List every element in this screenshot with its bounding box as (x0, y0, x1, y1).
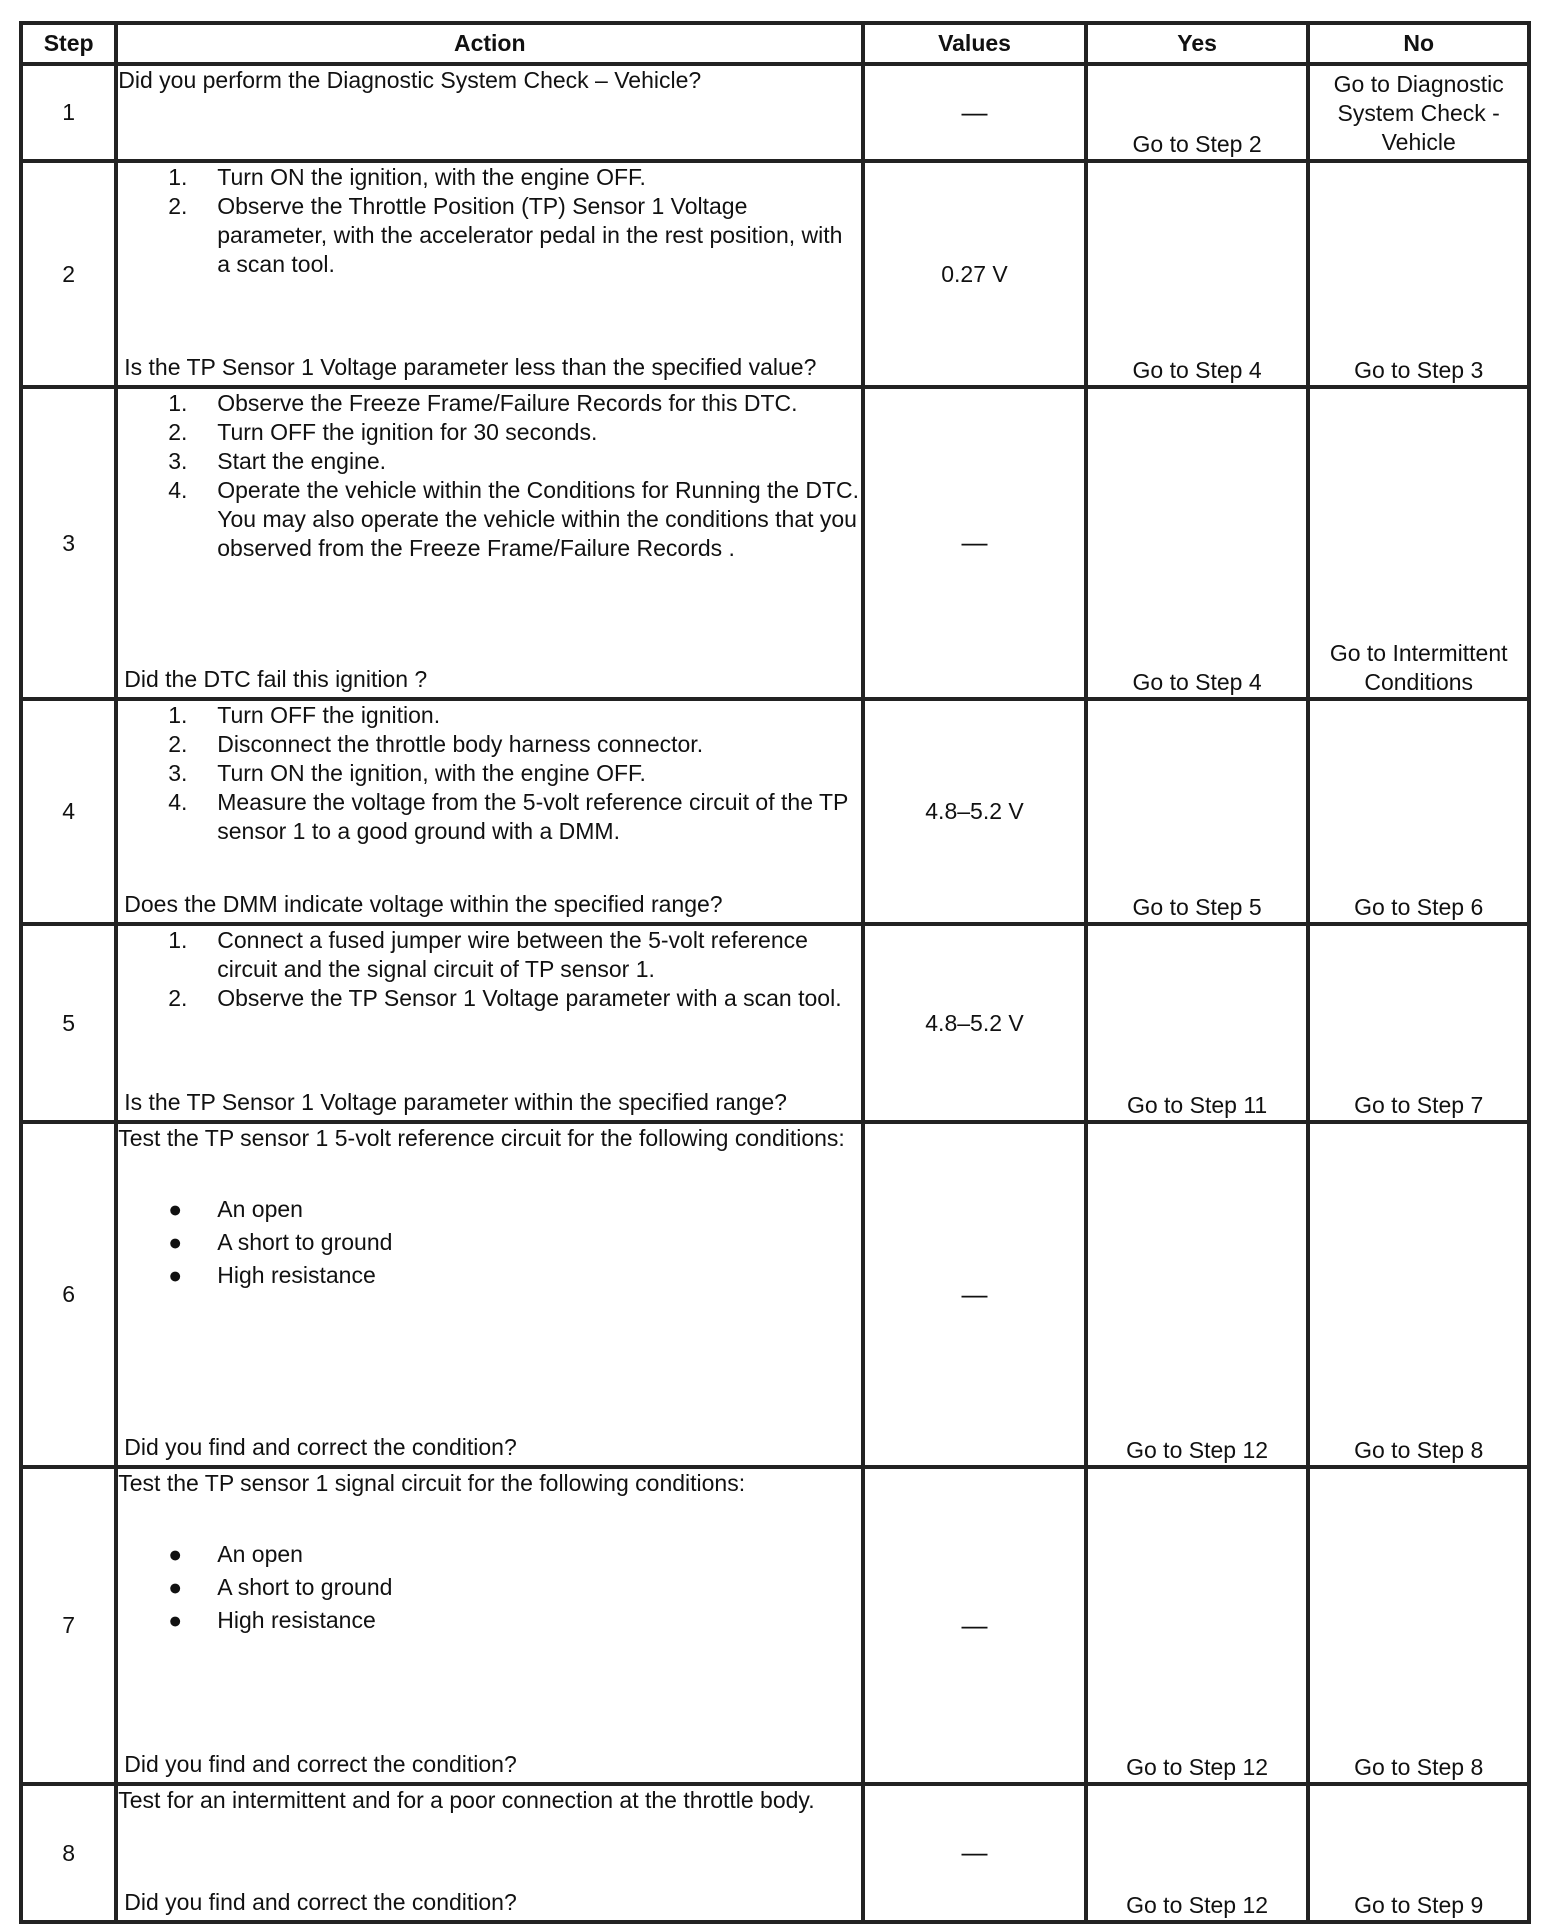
yes-cell: Go to Step 12 (1086, 1784, 1309, 1922)
question-text: Does the DMM indicate voltage within the specified range? (124, 891, 723, 917)
table-row (21, 699, 1529, 924)
table-row (21, 161, 1529, 387)
yes-cell: Go to Step 12 (1086, 1467, 1309, 1784)
header-action: Action (116, 23, 863, 64)
yes-cell: Go to Step 12 (1086, 1122, 1309, 1467)
step-number: 2 (21, 161, 116, 387)
question-text: Did you find and correct the condition? (124, 1889, 517, 1915)
table-row (21, 1784, 1529, 1922)
list-item: ● An open (168, 1541, 303, 1567)
question-text: Is the TP Sensor 1 Voltage parameter within the specified range? (124, 1089, 787, 1115)
list-item: 2. Disconnect the throttle body harness connector. (168, 731, 704, 757)
value-cell: 4.8–5.2 V (863, 699, 1086, 924)
list-item: 1. Turn ON the ignition, with the engine OFF. (168, 164, 646, 190)
value-cell: — (863, 1122, 1086, 1467)
action-cell (116, 1122, 863, 1467)
step-number: 6 (21, 1122, 116, 1467)
action-steps (118, 926, 861, 1013)
table-row (21, 387, 1529, 699)
action-cell (116, 699, 863, 924)
header-no: No (1308, 23, 1529, 64)
step-number: 7 (21, 1467, 116, 1784)
list-item: ● An open (168, 1196, 303, 1222)
action-cell (116, 1784, 863, 1922)
action-cell (116, 387, 863, 699)
action-cell (116, 1467, 863, 1784)
list-item: 4. Measure the voltage from the 5-volt reference circuit of the TP sensor 1 to a good ground with a DMM. (168, 789, 848, 844)
question-text: Did you find and correct the condition? (124, 1434, 517, 1460)
list-item: 1. Observe the Freeze Frame/Failure Records for this DTC. (168, 390, 798, 416)
action-steps (118, 389, 861, 563)
list-item: 4. Operate the vehicle within the Conditions for Running the DTC. You may also operate the vehicle within the conditions that you observed from the Freeze Frame/Failure Records . (168, 477, 860, 561)
condition-list (118, 1193, 861, 1292)
yes-cell: Go to Step 2 (1086, 64, 1309, 161)
list-item: 1. Connect a fused jumper wire between the 5-volt reference circuit and the signal circuit of TP sensor 1. (168, 927, 808, 982)
condition-list (118, 1538, 861, 1637)
header-row (21, 23, 1529, 64)
action-cell (116, 161, 863, 387)
value-cell: 4.8–5.2 V (863, 924, 1086, 1122)
step-number: 3 (21, 387, 116, 699)
diagnostic-table (19, 21, 1531, 1924)
no-cell: Go to Step 7 (1308, 924, 1529, 1122)
list-item: 3. Start the engine. (168, 448, 387, 474)
no-cell: Go to Step 6 (1308, 699, 1529, 924)
step-number: 5 (21, 924, 116, 1122)
action-cell (116, 64, 863, 161)
value-cell: — (863, 1467, 1086, 1784)
header-values: Values (863, 23, 1086, 64)
table-row (21, 1467, 1529, 1784)
question-text: Did you perform the Diagnostic System Check – Vehicle? (118, 67, 702, 93)
instruction-text: Test the TP sensor 1 signal circuit for the following conditions: (118, 1470, 746, 1496)
yes-cell: Go to Step 11 (1086, 924, 1309, 1122)
list-item: 2. Observe the Throttle Position (TP) Sensor 1 Voltage parameter, with the accelerator pedal in the rest position, with a scan tool. (168, 193, 843, 277)
value-cell: — (863, 1784, 1086, 1922)
no-cell: Go to Step 9 (1308, 1784, 1529, 1922)
no-cell: Go to Step 8 (1308, 1467, 1529, 1784)
list-item: ● High resistance (168, 1607, 376, 1633)
question-text: Did you find and correct the condition? (124, 1751, 517, 1777)
action-steps (118, 701, 861, 846)
list-item: 2. Turn OFF the ignition for 30 seconds. (168, 419, 598, 445)
list-item: ● A short to ground (168, 1574, 393, 1600)
list-item: 3. Turn ON the ignition, with the engine OFF. (168, 760, 646, 786)
step-number: 8 (21, 1784, 116, 1922)
yes-cell: Go to Step 5 (1086, 699, 1309, 924)
value-cell: — (863, 387, 1086, 699)
instruction-text: Test the TP sensor 1 5-volt reference circuit for the following conditions: (118, 1125, 845, 1151)
question-text: Did the DTC fail this ignition ? (124, 666, 428, 692)
list-item: 1. Turn OFF the ignition. (168, 702, 441, 728)
no-cell: Go to Intermittent Conditions (1308, 387, 1529, 699)
yes-cell: Go to Step 4 (1086, 161, 1309, 387)
instruction-text: Test for an intermittent and for a poor connection at the throttle body. (118, 1787, 815, 1813)
action-cell (116, 924, 863, 1122)
no-cell: Go to Step 8 (1308, 1122, 1529, 1467)
header-step: Step (21, 23, 116, 64)
value-cell: 0.27 V (863, 161, 1086, 387)
no-cell: Go to Diagnostic System Check - Vehicle (1308, 64, 1529, 161)
table-row (21, 1122, 1529, 1467)
no-cell: Go to Step 3 (1308, 161, 1529, 387)
step-number: 1 (21, 64, 116, 161)
value-cell: — (863, 64, 1086, 161)
header-yes: Yes (1086, 23, 1309, 64)
question-text: Is the TP Sensor 1 Voltage parameter less than the specified value? (124, 354, 817, 380)
table-row (21, 64, 1529, 161)
yes-cell: Go to Step 4 (1086, 387, 1309, 699)
list-item: 2. Observe the TP Sensor 1 Voltage parameter with a scan tool. (168, 985, 842, 1011)
table-row (21, 924, 1529, 1122)
list-item: ● High resistance (168, 1262, 376, 1288)
list-item: ● A short to ground (168, 1229, 393, 1255)
step-number: 4 (21, 699, 116, 924)
action-steps (118, 163, 861, 279)
